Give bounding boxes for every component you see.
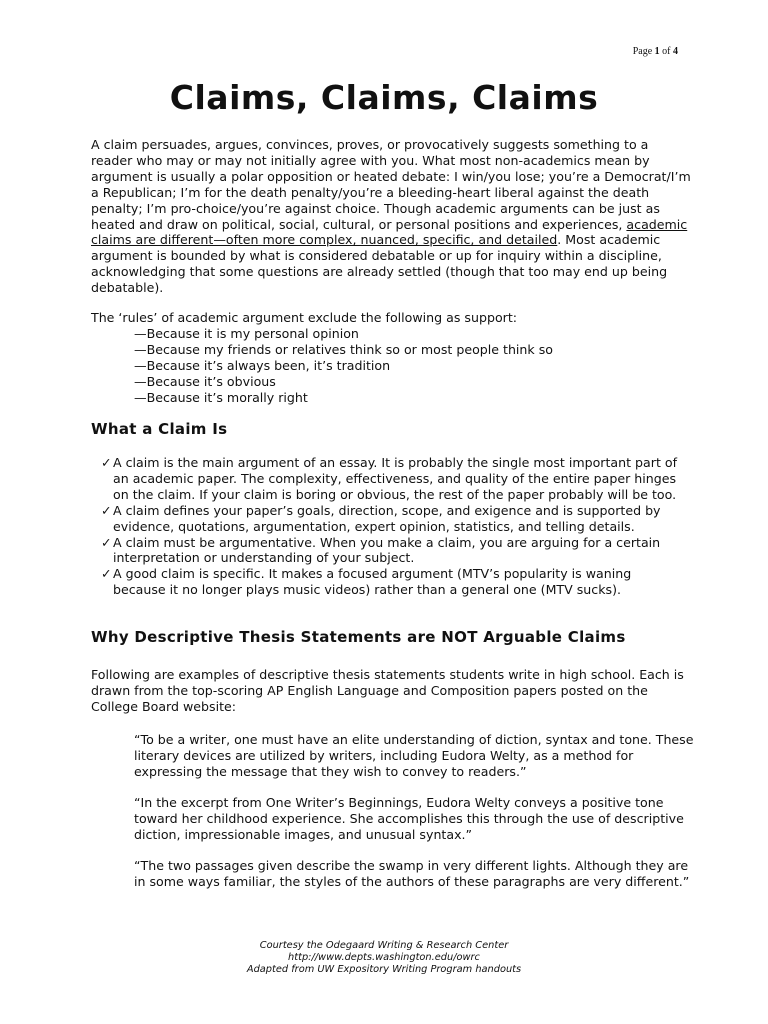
section-heading-what-a-claim-is: What a Claim Is <box>91 420 228 438</box>
footer-url: http://www.depts.washington.edu/owrc <box>288 952 480 963</box>
rules-item: —Because it’s morally right <box>134 389 308 405</box>
checklist-item-text: A claim is the main argument of an essay. It is probably the single most important part of an academic paper. The complexity, effectiveness, and quality of the entire paper hinges on the claim. If your claim is boring or obvious, the rest of the paper probably will be too. <box>113 455 678 502</box>
page-number-current: 1 <box>654 46 660 57</box>
checkmark-icon: ✓ <box>101 566 112 582</box>
page-number-separator: of <box>659 46 673 57</box>
checklist-item-text: A claim must be argumentative. When you make a claim, you are arguing for a certain interpretation or understanding of your subject. <box>113 534 661 566</box>
checklist-item-text: A claim defines your paper’s goals, direction, scope, and exigence and is supported by evidence, quotations, argumentation, expert opinion, statistics, and telling details. <box>113 502 661 534</box>
checkmark-icon: ✓ <box>101 502 112 518</box>
checklist-item <box>101 566 686 598</box>
intro-underlined-text: academic claims are different—often more complex, nuanced, specific, and detailed <box>91 216 688 248</box>
footer-adapted: Adapted from UW Expository Writing Program handouts <box>246 964 522 975</box>
document-title: Claims, Claims, Claims <box>169 78 599 117</box>
checklist-item <box>101 455 686 503</box>
checkmark-icon: ✓ <box>101 534 112 550</box>
example-quote: “To be a writer, one must have an elite understanding of diction, syntax and tone. These literary devices are utilized by writers, including Eudora Welty, as a method for expressing the message that they wish to convey to readers.” <box>134 732 694 779</box>
page-number-total: 4 <box>673 46 678 57</box>
example-quote: “The two passages given describe the swamp in very different lights. Although they are in some ways familiar, the styles of the authors of these paragraphs are very different.” <box>134 858 690 889</box>
rules-item: —Because my friends or relatives think so or most people think so <box>134 341 553 357</box>
claim-checklist <box>101 455 686 598</box>
rules-list <box>91 326 691 406</box>
checklist-item <box>101 535 686 567</box>
intro-paragraph <box>91 137 691 296</box>
intro-text-start: A claim persuades, argues, convinces, proves, or provocatively suggests something to a reader who may or may not initially agree with you. What most non-academics mean by argument is usually a polar opposition or heated debate: I win/you lose; you’re a Democrat/I’m a Republican; I’m for the death penalty/you’re a bleeding-heart liberal against the death penalty; I’m pro-choice/you’re against choice. Though academic arguments can be just as heated and draw on political, social, cultural, or personal positions and experiences, <box>91 137 691 232</box>
page-number <box>633 46 678 57</box>
section-heading-descriptive-thesis: Why Descriptive Thesis Statements are NOT Arguable Claims <box>91 628 626 646</box>
footer-credit: Courtesy the Odegaard Writing & Research Center <box>259 940 509 951</box>
page-footer <box>0 940 768 976</box>
checklist-item <box>101 503 686 535</box>
page-number-prefix: Page <box>632 46 655 57</box>
checklist-item-text: A good claim is specific. It makes a focused argument (MTV’s popularity is waning because it no longer plays music videos) rather than a general one (MTV sucks). <box>113 566 632 598</box>
example-quote: “In the excerpt from One Writer’s Beginnings, Eudora Welty conveys a positive tone toward her childhood experience. She accomplishes this through the use of descriptive diction, impressionable images, and unusual syntax.” <box>134 795 684 842</box>
rules-item: —Because it’s always been, it’s tradition <box>134 357 391 373</box>
intro-text-end: . Most academic argument is bounded by what is considered debatable or up for inquiry within a discipline, acknowledging that some questions are already settled (though that too may end up being debatable). <box>91 232 668 296</box>
rules-item: —Because it’s obvious <box>134 373 276 389</box>
rules-item: —Because it is my personal opinion <box>134 325 359 341</box>
rules-block <box>91 310 691 405</box>
checkmark-icon: ✓ <box>101 455 112 470</box>
descriptive-thesis-intro: Following are examples of descriptive thesis statements students write in high school. Each is drawn from the top-scoring AP English Language and Composition papers posted on the College Board website: <box>91 667 684 714</box>
rules-lead: The ‘rules’ of academic argument exclude the following as support: <box>91 310 518 325</box>
